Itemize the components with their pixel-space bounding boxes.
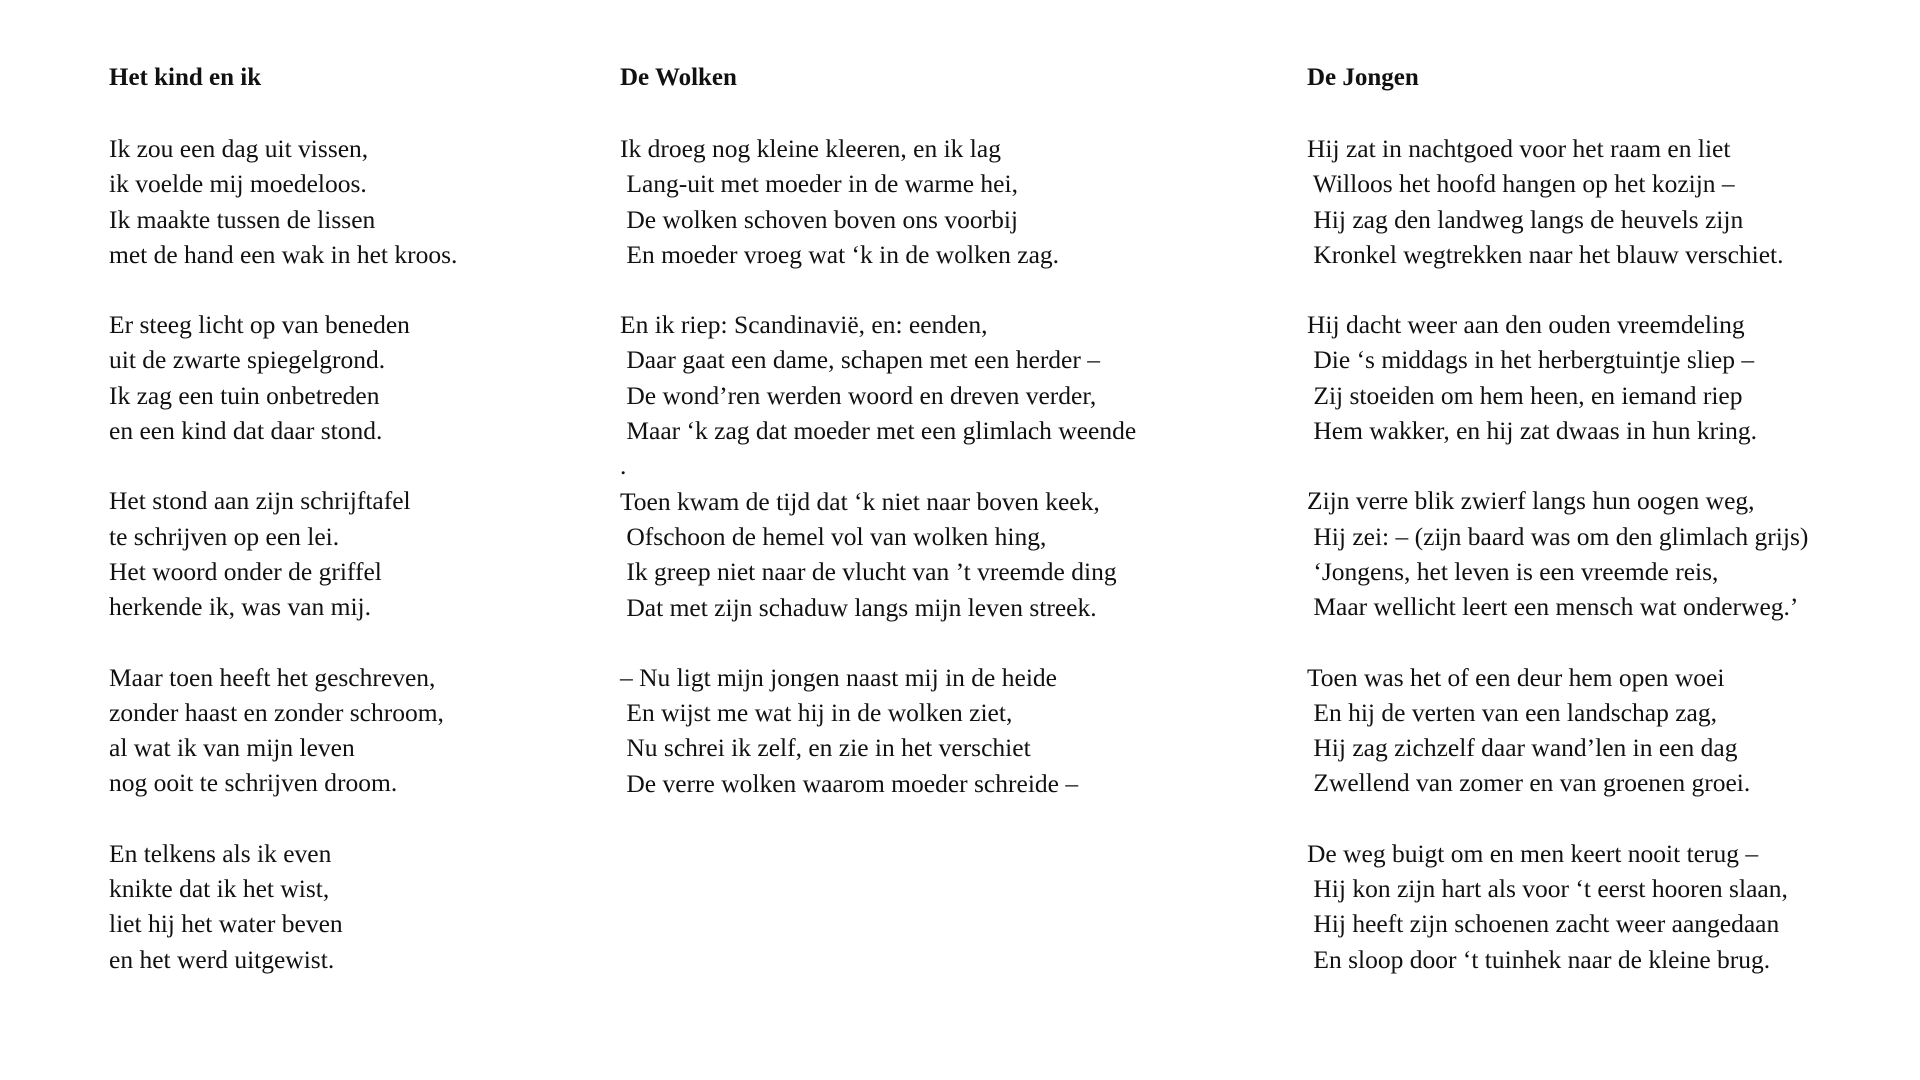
- poem-line: Hij zag den landweg langs de heuvels zijn: [1307, 204, 1744, 234]
- poem-line: met de hand een wak in het kroos.: [109, 239, 458, 269]
- stanza: [620, 660, 1270, 801]
- poem-line: En wijst me wat hij in de wolken ziet,: [620, 698, 1013, 728]
- poem-line: Dat met zijn schaduw langs mijn leven streek.: [620, 592, 1097, 622]
- poem-line: Hij kon zijn hart als voor ‘t eerst hooren slaan,: [1307, 874, 1788, 904]
- poem-line: uit de zwarte spiegelgrond.: [109, 345, 386, 375]
- stanza: [1307, 307, 1907, 448]
- poem-line: Ik zou een dag uit vissen,: [109, 134, 369, 163]
- poem-line: ‘Jongens, het leven is een vreemde reis,: [1307, 556, 1719, 586]
- poem-line: Hij dacht weer aan den ouden vreemdeling: [1307, 310, 1745, 340]
- poem-line: zonder haast en zonder schroom,: [109, 697, 444, 727]
- stanza: [620, 131, 1270, 272]
- poem-line: Er steeg licht op van beneden: [109, 310, 410, 340]
- poem-line: De weg buigt om en men keert nooit terug –: [1307, 838, 1759, 868]
- stanza: [109, 836, 609, 977]
- poem-line: Maar toen heeft het geschreven,: [109, 662, 436, 692]
- poem-line: Zij stoeiden om hem heen, en iemand riep: [1307, 380, 1743, 410]
- poem-line: – Nu ligt mijn jongen naast mij in de heide: [620, 662, 1057, 692]
- stanza: [109, 131, 609, 272]
- poem-line: herkende ik, was van mij.: [109, 592, 372, 622]
- poem-line: Nu schrei ik zelf, en zie in het verschiet: [620, 733, 1031, 763]
- poem-line: te schrijven op een lei.: [109, 521, 340, 551]
- stanza: [1307, 836, 1907, 977]
- poem-line: Het stond aan zijn schrijftafel: [109, 486, 411, 516]
- poem-line: Maar ‘k zag dat moeder met een glimlach weende: [620, 416, 1137, 446]
- poem-line: al wat ik van mijn leven: [109, 733, 355, 763]
- poem-line: Ofschoon de hemel vol van wolken hing,: [620, 521, 1047, 551]
- poem-line: Willoos het hoofd hangen op het kozijn –: [1307, 169, 1735, 199]
- poem-line: Toen kwam de tijd dat ‘k niet naar boven keek,: [620, 486, 1100, 516]
- poem-line: Hij heeft zijn schoenen zacht weer aangedaan: [1307, 909, 1780, 939]
- poem-line: Hem wakker, en hij zat dwaas in hun kring.: [1307, 416, 1758, 446]
- poem-line: Ik maakte tussen de lissen: [109, 204, 376, 234]
- poem-line: ik voelde mij moedeloos.: [109, 169, 367, 199]
- poem-column-het-kind-en-ik: [109, 60, 609, 1012]
- poem-line: De wolken schoven boven ons voorbij: [620, 204, 1019, 234]
- poem-line: Hij zat in nachtgoed voor het raam en liet: [1307, 134, 1731, 163]
- poem-column-de-jongen: [1307, 60, 1907, 1012]
- poem-line: en een kind dat daar stond.: [109, 416, 383, 446]
- stanza: [1307, 131, 1907, 272]
- poem-line: Ik greep niet naar de vlucht van ’t vreemde ding: [620, 557, 1117, 587]
- poem-line: De verre wolken waarom moeder schreide –: [620, 768, 1079, 798]
- poem-line: Zijn verre blik zwierf langs hun oogen weg,: [1307, 486, 1755, 516]
- poem-line: Lang-uit met moeder in de warme hei,: [620, 169, 1018, 199]
- poem-line: Ik zag een tuin onbetreden: [109, 380, 380, 410]
- poem-line: En hij de verten van een landschap zag,: [1307, 697, 1717, 727]
- poem-line: Die ‘s middags in het herbergtuintje sliep –: [1307, 345, 1755, 375]
- poem-line: .: [620, 451, 627, 481]
- poem-line: Daar gaat een dame, schapen met een herder –: [620, 345, 1100, 375]
- poem-line: En moeder vroeg wat ‘k in de wolken zag.: [620, 239, 1060, 269]
- stanza: [620, 307, 1270, 625]
- poem-title: De Jongen: [1307, 64, 1419, 91]
- poem-title: Het kind en ik: [109, 64, 262, 91]
- poem-line: En sloop door ‘t tuinhek naar de kleine brug.: [1307, 944, 1771, 974]
- poem-column-de-wolken: [620, 60, 1270, 836]
- poem-line: Kronkel wegtrekken naar het blauw verschiet.: [1307, 239, 1784, 269]
- poem-line: Toen was het of een deur hem open woei: [1307, 662, 1725, 692]
- poem-body: [620, 131, 1270, 801]
- poem-line: Hij zag zichzelf daar wand’len in een dag: [1307, 733, 1738, 763]
- stanza: [1307, 660, 1907, 801]
- poem-body: [1307, 131, 1907, 977]
- poem-line: Hij zei: – (zijn baard was om den glimlach grijs): [1307, 521, 1809, 551]
- poem-line: Het woord onder de griffel: [109, 556, 382, 586]
- poem-line: En telkens als ik even: [109, 838, 332, 868]
- poem-line: liet hij het water beven: [109, 909, 343, 939]
- stanza: [1307, 483, 1907, 624]
- poem-line: knikte dat ik het wist,: [109, 874, 330, 904]
- poem-line: En ik riep: Scandinavië, en: eenden,: [620, 310, 988, 340]
- poem-line: De wond’ren werden woord en dreven verder,: [620, 380, 1097, 410]
- stanza: [109, 483, 609, 624]
- poem-line: en het werd uitgewist.: [109, 944, 335, 974]
- poem-title: De Wolken: [620, 64, 737, 91]
- poem-line: Maar wellicht leert een mensch wat onderweg.’: [1307, 592, 1799, 622]
- poem-line: nog ooit te schrijven droom.: [109, 768, 398, 798]
- stanza: [109, 660, 609, 801]
- poem-body: [109, 131, 609, 977]
- poem-line: Ik droeg nog kleine kleeren, en ik lag: [620, 134, 1001, 163]
- stanza: [109, 307, 609, 448]
- poem-line: Zwellend van zomer en van groenen groei.: [1307, 768, 1751, 798]
